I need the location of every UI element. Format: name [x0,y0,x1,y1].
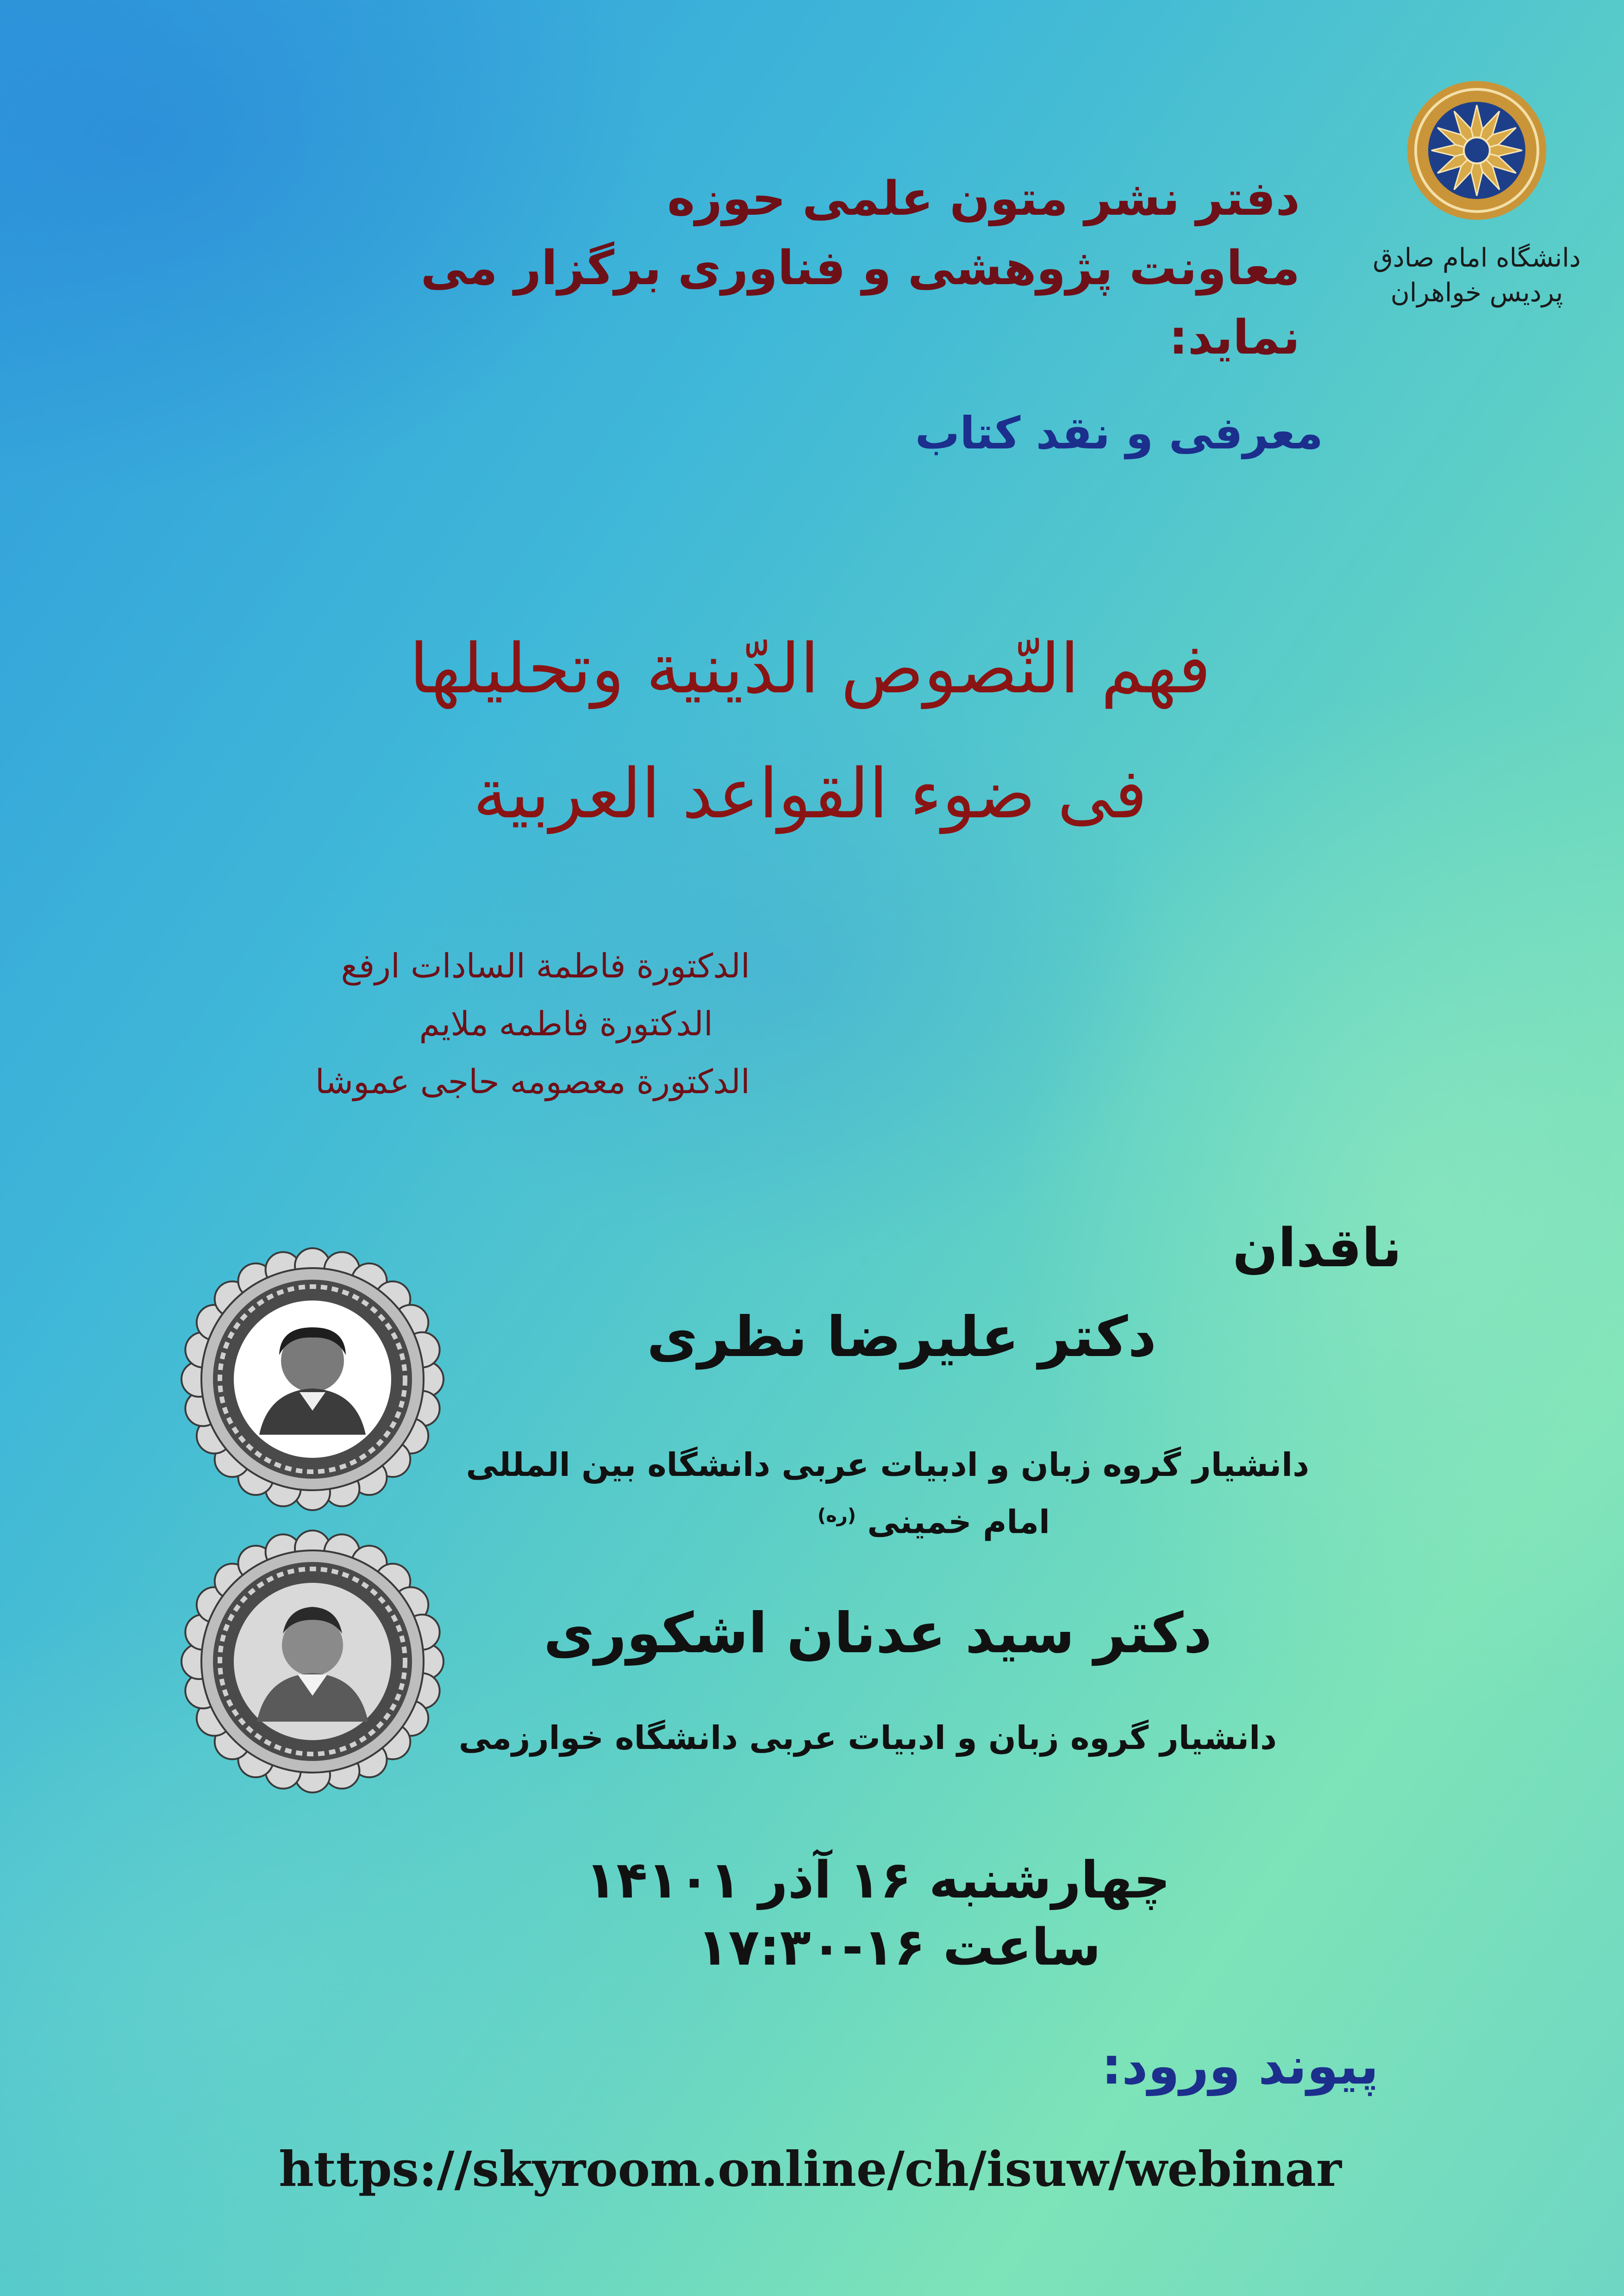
event-date: چهارشنبه ۱۶ آذر ۱۴۱۰۱ [585,1850,1170,1910]
author-item: الدکتورة معصومه حاجی عموشا [315,1062,750,1101]
schedule [337,1847,1170,1981]
join-link-label: پیوند ورود: [1101,2036,1379,2096]
author-item: الدکتورة فاطمة السادات ارفع [341,946,750,985]
critics-heading: ناقدان [1232,1217,1402,1279]
author-list [139,937,750,1111]
book-title-line-1: فهم النّصوص الدّینیة وتحلیلها [409,629,1211,709]
critic-1-affiliation-line-2 [383,1490,1309,1547]
critic-1-affiliation-line-1: دانشیار گروه زبان و ادبیات عربی دانشگاه بین المللی [466,1446,1309,1484]
join-link-url[interactable]: https://skyroom.online/ch/isuw/webinar [279,2140,1342,2197]
book-title [231,606,1389,856]
critic-1-affiliation-mark: (ره) [817,1505,856,1526]
book-title-line-2: فی ضوء القواعد العربیة [473,754,1148,834]
logo-caption [1366,241,1588,310]
publisher-line-2: معاونت پژوهشی و فناوری برگزار می نماید: [420,241,1300,365]
publisher-line-1: دفتر نشر متون علمی حوزه [667,171,1300,226]
university-logo-icon [1380,81,1574,359]
critic-1-affiliation [383,1439,1309,1547]
logo-line-university: دانشگاه امام صادق [1373,243,1581,273]
critic-2-name: دکتر سید عدنان اشکوری [543,1601,1212,1666]
critic-1-name: دکتر علیرضا نظری [647,1305,1156,1369]
author-item: الدکتورة فاطمه ملایم [419,1004,713,1043]
critic-2-affiliation: دانشیار گروه زبان و ادبیات عربی دانشگاه خوارزمی [458,1719,1277,1757]
publisher-heading [420,164,1300,373]
event-time: ساعت ۱۶-۱۷:۳۰ [697,1917,1101,1977]
critic-1-affiliation-institute: امام خمینی [867,1503,1050,1541]
logo-line-campus: پردیس خواهران [1390,278,1563,308]
event-subtitle: معرفی و نقد کتاب [915,407,1323,459]
